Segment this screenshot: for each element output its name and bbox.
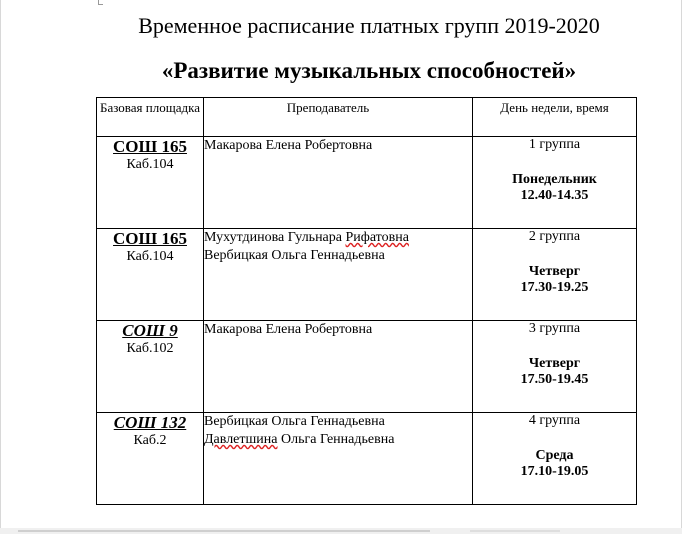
teacher-name-part: Вербицкая Ольга Геннадьевна [204, 248, 385, 263]
table-row [97, 321, 637, 413]
header-site: Базовая площадка [97, 98, 204, 137]
day-time-cell [473, 413, 637, 505]
school-name: СОШ 132 [113, 413, 187, 432]
room-number: Каб.102 [126, 341, 174, 356]
spellcheck-word: Рифатовна [345, 230, 409, 245]
teacher-name-part: Ольга Геннадьевна [277, 432, 395, 447]
teacher-cell [204, 229, 473, 321]
teacher-name [204, 229, 472, 247]
document-subtitle: «Развитие музыкальных способностей» [161, 58, 577, 83]
site-cell [97, 413, 204, 505]
table-row [97, 229, 637, 321]
scrollbar-track-segment [18, 530, 430, 532]
teacher-name [204, 431, 472, 449]
school-name: СОШ 165 [113, 229, 187, 248]
header-teacher: Преподаватель [204, 98, 473, 137]
teacher-name [204, 413, 472, 431]
day-label: Среда [535, 448, 574, 463]
time-label: 12.40-14.35 [520, 188, 589, 203]
time-label: 17.10-19.05 [520, 464, 589, 479]
room-number: Каб.104 [126, 157, 174, 172]
teacher-name-part: Вербицкая Ольга Геннадьевна [204, 414, 385, 429]
school-name: СОШ 165 [113, 137, 187, 156]
group-label: 1 группа [528, 137, 581, 152]
table-row [97, 137, 637, 229]
room-number: Каб.104 [126, 249, 174, 264]
group-label: 3 группа [528, 321, 581, 336]
horizontal-scrollbar[interactable] [0, 528, 682, 534]
table-header-row [97, 98, 637, 137]
group-label: 2 группа [528, 229, 581, 244]
site-cell [97, 137, 204, 229]
teacher-name [204, 247, 472, 265]
teacher-name: Макарова Елена Робертовна [204, 322, 373, 337]
time-label: 17.50-19.45 [520, 372, 589, 387]
site-cell [97, 321, 204, 413]
teacher-cell [204, 413, 473, 505]
school-name: СОШ 9 [122, 321, 178, 340]
scrollbar-track-segment [470, 530, 560, 532]
day-label: Понедельник [512, 172, 597, 187]
day-time-cell [473, 137, 637, 229]
day-time-cell [473, 321, 637, 413]
time-label: 17.30-19.25 [520, 280, 589, 295]
teacher-cell [204, 137, 473, 229]
spellcheck-word: Давлетшина [204, 432, 278, 447]
day-label: Четверг [528, 264, 581, 279]
document-title: Временное расписание платных групп 2019-2020 [138, 13, 600, 38]
header-day-time: День недели, время [473, 98, 637, 137]
schedule-table [96, 97, 637, 505]
margin-corner-mark [98, 0, 103, 5]
table-row [97, 413, 637, 505]
day-label: Четверг [528, 356, 581, 371]
teacher-name-part: Мухутдинова Гульнара [204, 230, 346, 245]
site-cell [97, 229, 204, 321]
group-label: 4 группа [528, 413, 581, 428]
day-time-cell [473, 229, 637, 321]
teacher-name: Макарова Елена Робертовна [204, 138, 373, 153]
teacher-cell [204, 321, 473, 413]
room-number: Каб.2 [133, 433, 167, 448]
